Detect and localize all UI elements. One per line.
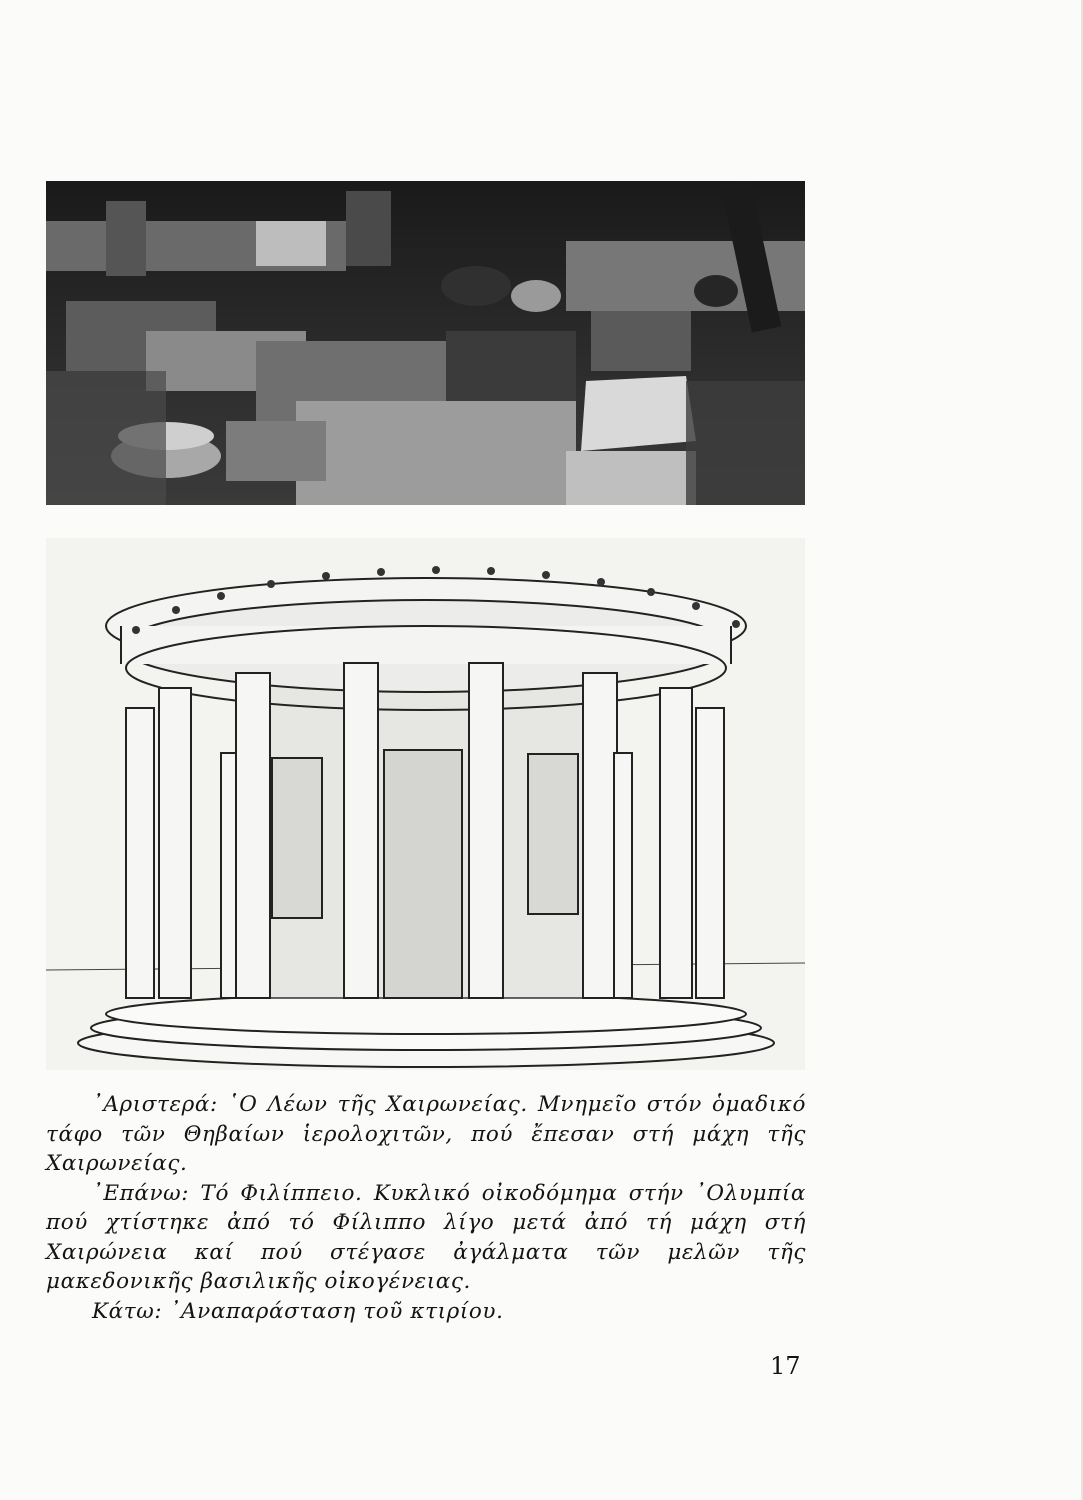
caption-bottom: Κάτω: ᾿Αναπαράσταση τοῦ κτιρίου. [92, 1298, 504, 1324]
figure-caption [46, 1090, 806, 1326]
ruins-photo [46, 181, 805, 505]
caption-top: ᾿Επάνω: Τό Φιλίππειο. Κυκλικό οἰκοδόμημα στήν ᾿Ολυμπία πού χτίστηκε ἀπό τό Φίλιππο λίγο μετά ἀπό τή μάχη στή Χαιρώνεια καί πού στέγασε ἀγάλματα τῶν μελῶν τῆς μακεδονικῆς βασιλικῆς οἰκογένειας. [46, 1180, 806, 1294]
caption-left: ᾿Αριστερά: ῾Ο Λέων τῆς Χαιρωνείας. Μνημεῖο στόν ὁμαδικό τάφο τῶν Θηβαίων ἱερολοχιτῶν, πού ἔπεσαν στή μάχη τῆς Χαιρωνείας. [46, 1092, 806, 1176]
page-number: 17 [770, 1352, 801, 1380]
philippeion-reconstruction-drawing [46, 538, 805, 1070]
